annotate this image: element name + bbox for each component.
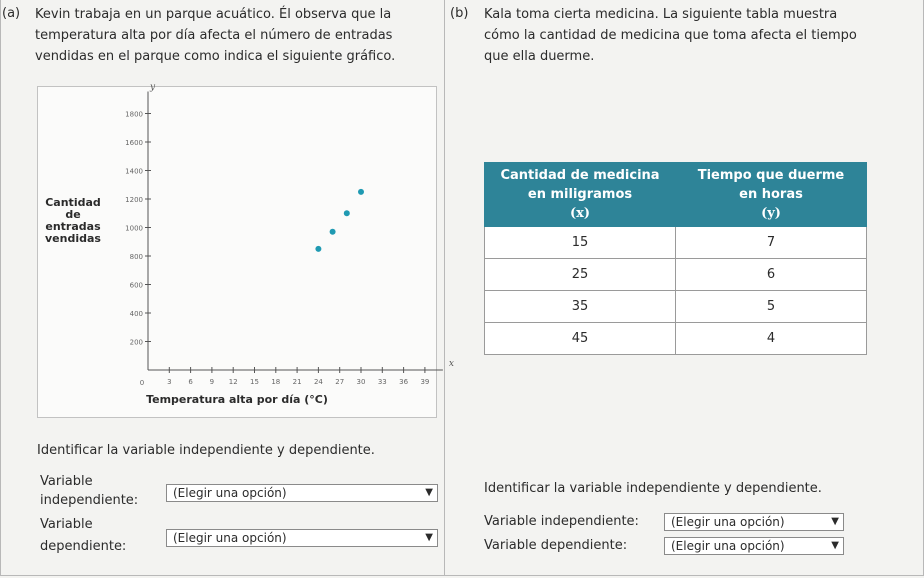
table-cell-y: 7: [676, 227, 867, 259]
data-point: [330, 229, 336, 235]
table-row: [485, 291, 867, 323]
part-a-marker: (a): [2, 6, 21, 21]
header-x-var: (x): [569, 206, 591, 221]
origin-label: 0: [139, 379, 145, 387]
dep-label-b: Variable dependiente:: [484, 538, 628, 553]
y-tick-label: 400: [129, 310, 143, 318]
data-point: [315, 246, 321, 252]
indep-select-b[interactable]: [664, 513, 844, 531]
y-tick-label: 200: [129, 338, 143, 347]
header-y-line1: Tiempo que duerme: [697, 168, 845, 183]
x-tick-label: 9: [209, 378, 215, 386]
indep-label-a-line2: independiente:: [40, 493, 139, 508]
y-tick-label: 1800: [125, 110, 143, 119]
x-tick-label: 30: [356, 378, 366, 386]
indep-select-a[interactable]: [166, 484, 438, 502]
x-tick-label: 39: [420, 378, 430, 386]
table-cell-x: 45: [485, 323, 676, 355]
x-tick-label: 18: [271, 378, 281, 386]
table-cell-x: 15: [485, 227, 676, 259]
dep-select-b-value: (Elegir una opción): [671, 539, 785, 553]
y-axis-label: Cantidad de entradas vendidas: [45, 196, 101, 245]
y-tick-label: 600: [129, 281, 143, 290]
x-tick-label: 3: [167, 378, 172, 386]
dep-label-a-line2: dependiente:: [40, 539, 127, 554]
part-b-identify-prompt: Identificar la variable independiente y dependiente.: [484, 481, 822, 496]
table-row: [485, 227, 867, 259]
table-cell-x: 35: [485, 291, 676, 323]
y-tick-label: 800: [129, 253, 143, 261]
y-axis-letter: y: [150, 82, 156, 93]
dep-select-b[interactable]: [664, 537, 844, 555]
chevron-down-icon: ▼: [831, 516, 839, 527]
dep-select-a-value: (Elegir una opción): [173, 531, 287, 545]
data-point: [344, 210, 350, 216]
chevron-down-icon: ▼: [425, 487, 433, 498]
part-b-text-line3: que ella duerme.: [484, 49, 595, 64]
table-cell-x: 25: [485, 259, 676, 291]
x-axis-label: Temperatura alta por día (°C): [146, 393, 328, 406]
part-a-text-line2: temperatura alta por día afecta el número de entradas: [35, 28, 393, 43]
indep-label-a-line1: Variable: [40, 474, 93, 489]
x-tick-label: 24: [313, 378, 323, 386]
x-tick-label: 12: [228, 378, 238, 386]
data-point: [358, 189, 364, 195]
table-row: [485, 259, 867, 291]
part-a-text-line3: vendidas en el parque como indica el siguiente gráfico.: [35, 49, 396, 64]
header-x-line2: en miligramos: [527, 187, 633, 202]
part-b-text-line1: Kala toma cierta medicina. La siguiente tabla muestra: [484, 7, 838, 22]
y-tick-label: 1600: [125, 139, 143, 147]
x-tick-label: 6: [188, 378, 193, 386]
header-y-line2: en horas: [739, 187, 803, 202]
table-cell-y: 6: [676, 259, 867, 291]
chevron-down-icon: ▼: [831, 540, 839, 551]
dep-label-a-line1: Variable: [40, 517, 93, 532]
x-tick-label: 36: [399, 378, 409, 386]
table-row: [485, 323, 867, 355]
header-x-line1: Cantidad de medicina: [500, 168, 660, 183]
y-tick-label: 1200: [125, 196, 143, 204]
chevron-down-icon: ▼: [425, 532, 433, 543]
x-tick-label: 33: [377, 378, 387, 386]
indep-select-b-value: (Elegir una opción): [671, 515, 785, 529]
table-header-x: [485, 163, 676, 227]
part-a-identify-prompt: Identificar la variable independiente y dependiente.: [37, 443, 375, 458]
indep-select-a-value: (Elegir una opción): [173, 486, 287, 500]
table-cell-y: 4: [676, 323, 867, 355]
dep-select-a[interactable]: [166, 529, 438, 547]
x-tick-label: 21: [292, 378, 302, 386]
part-b-text-line2: cómo la cantidad de medicina que toma afecta el tiempo: [484, 28, 857, 43]
header-y-var: (y): [761, 206, 781, 221]
indep-label-b: Variable independiente:: [484, 514, 639, 529]
x-tick-label: 15: [250, 378, 259, 386]
medicine-sleep-table: [484, 162, 867, 355]
part-a-text-line1: Kevin trabaja en un parque acuático. Él observa que la: [35, 7, 392, 22]
y-tick-label: 1400: [125, 167, 143, 176]
table-cell-y: 5: [676, 291, 867, 323]
table-header-y: [676, 163, 867, 227]
part-b-marker: (b): [450, 6, 469, 21]
y-tick-label: 1000: [125, 224, 143, 233]
x-tick-label: 27: [335, 378, 345, 386]
x-axis-letter: x: [448, 359, 454, 369]
